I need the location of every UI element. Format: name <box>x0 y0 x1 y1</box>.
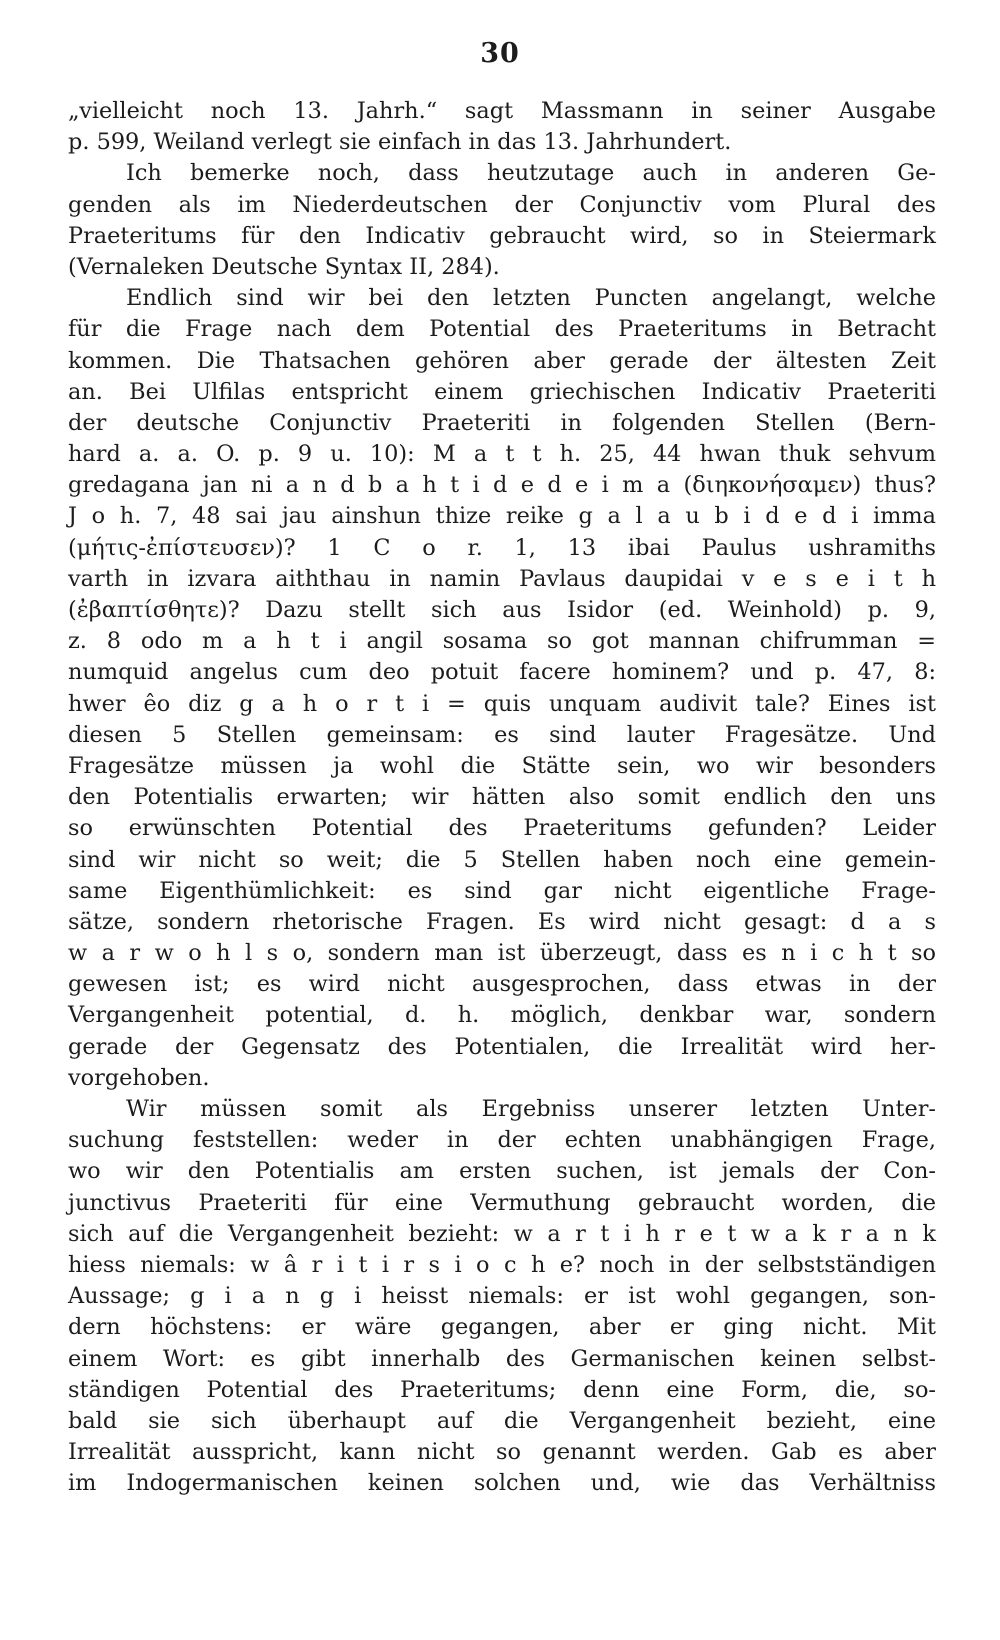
text-line: gredagana jan ni a n d b a h t i d e d e i m a (διηκονήσαμεν) thus? <box>68 472 936 499</box>
body-text <box>68 96 936 1499</box>
page-number: 30 <box>480 38 520 69</box>
text-line: (ἐβαπτίσθητε)? Dazu stellt sich aus Isidor (ed. Weinhold) p. 9, <box>68 597 936 623</box>
text-line: hwer êo diz g a h o r t i = quis unquam audivit tale? Eines ist <box>68 690 936 717</box>
text-line: der deutsche Conjunctiv Praeteriti in folgenden Stellen (Bern- <box>68 409 936 436</box>
text-line: so erwünschten Potential des Praeteritums gefunden? Leider <box>68 815 936 842</box>
text-line: vorgehoben. <box>68 1064 210 1091</box>
text-line: same Eigenthümlichkeit: es sind gar nicht eigentliche Frage- <box>68 877 936 904</box>
text-line: suchung feststellen: weder in der echten unabhängigen Frage, <box>68 1127 936 1154</box>
text-line: gewesen ist; es wird nicht ausgesprochen, dass etwas in der <box>68 971 936 998</box>
text-line: bald sie sich überhaupt auf die Vergangenheit bezieht, eine <box>68 1407 936 1434</box>
text-line: kommen. Die Thatsachen gehören aber gerade der ältesten Zeit <box>68 347 936 374</box>
text-line: sind wir nicht so weit; die 5 Stellen haben noch eine gemein- <box>68 846 936 873</box>
text-line: hard a. a. O. p. 9 u. 10): M a t t h. 25, 44 hwan thuk sehvum <box>68 441 936 468</box>
text-line: Vergangenheit potential, d. h. möglich, denkbar war, sondern <box>68 1002 936 1029</box>
text-line: dern höchstens: er wäre gegangen, aber er ging nicht. Mit <box>68 1314 936 1341</box>
text-line: (Vernaleken Deutsche Syntax II, 284). <box>68 253 500 280</box>
text-line: Praeteritums für den Indicativ gebraucht wird, so in Steiermark <box>68 222 936 249</box>
text-line: diesen 5 Stellen gemeinsam: es sind lauter Fragesätze. Und <box>68 721 936 748</box>
text-line: den Potentialis erwarten; wir hätten also somit endlich den uns <box>68 784 936 811</box>
text-line: an. Bei Ulfilas entspricht einem griechischen Indicativ Praeteriti <box>68 378 936 405</box>
text-line: varth in izvara aiththau in namin Pavlaus daupidai v e s e i t h <box>68 565 936 592</box>
text-line: ständigen Potential des Praeteritums; denn eine Form, die, so- <box>68 1376 936 1403</box>
text-line: Wir müssen somit als Ergebniss unserer letzten Unter- <box>126 1096 936 1122</box>
text-line: (μήτις-ἐπίστευσεν)? 1 C o r. 1, 13 ibai Paulus ushramiths <box>68 534 936 561</box>
text-line: Endlich sind wir bei den letzten Puncten angelangt, welche <box>126 285 936 312</box>
text-line: wo wir den Potentialis am ersten suchen, ist jemals der Con- <box>68 1158 936 1185</box>
text-line: einem Wort: es gibt innerhalb des Germanischen keinen selbst- <box>68 1345 936 1372</box>
text-line: Irrealität ausspricht, kann nicht so genannt werden. Gab es aber <box>68 1439 936 1466</box>
text-line: sätze, sondern rhetorische Fragen. Es wird nicht gesagt: d a s <box>68 908 936 935</box>
text-line: im Indogermanischen keinen solchen und, wie das Verhältniss <box>68 1470 936 1497</box>
text-line: gerade der Gegensatz des Potentialen, die Irrealität wird her- <box>68 1033 936 1060</box>
text-line: genden als im Niederdeutschen der Conjunctiv vom Plural des <box>68 191 936 218</box>
text-line: hiess niemals: w â r i t i r s i o c h e? noch in der selbstständigen <box>68 1251 936 1278</box>
text-line: sich auf die Vergangenheit bezieht: w a r t i h r e t w a k r a n k <box>68 1220 936 1247</box>
text-line: „vielleicht noch 13. Jahrh.“ sagt Massmann in seiner Ausgabe <box>68 98 936 124</box>
text-line: Ich bemerke noch, dass heutzutage auch in anderen Ge- <box>126 160 936 187</box>
text-line: Aussage; g i a n g i heisst niemals: er ist wohl gegangen, son- <box>68 1283 936 1310</box>
text-line: junctivus Praeteriti für eine Vermuthung gebraucht worden, die <box>68 1189 936 1216</box>
text-line: z. 8 odo m a h t i angil sosama so got mannan chifrumman = <box>68 628 936 655</box>
text-line: J o h. 7, 48 sai jau ainshun thize reike g a l a u b i d e d i imma <box>68 503 936 530</box>
text-line: w a r w o h l s o, sondern man ist überzeugt, dass es n i c h t so <box>68 940 936 967</box>
text-line: für die Frage nach dem Potential des Praeteritums in Betracht <box>68 316 936 343</box>
text-line: p. 599, Weiland verlegt sie einfach in das 13. Jahrhundert. <box>68 129 732 156</box>
text-line: numquid angelus cum deo potuit facere hominem? und p. 47, 8: <box>68 659 936 686</box>
text-line: Fragesätze müssen ja wohl die Stätte sein, wo wir besonders <box>68 752 936 779</box>
